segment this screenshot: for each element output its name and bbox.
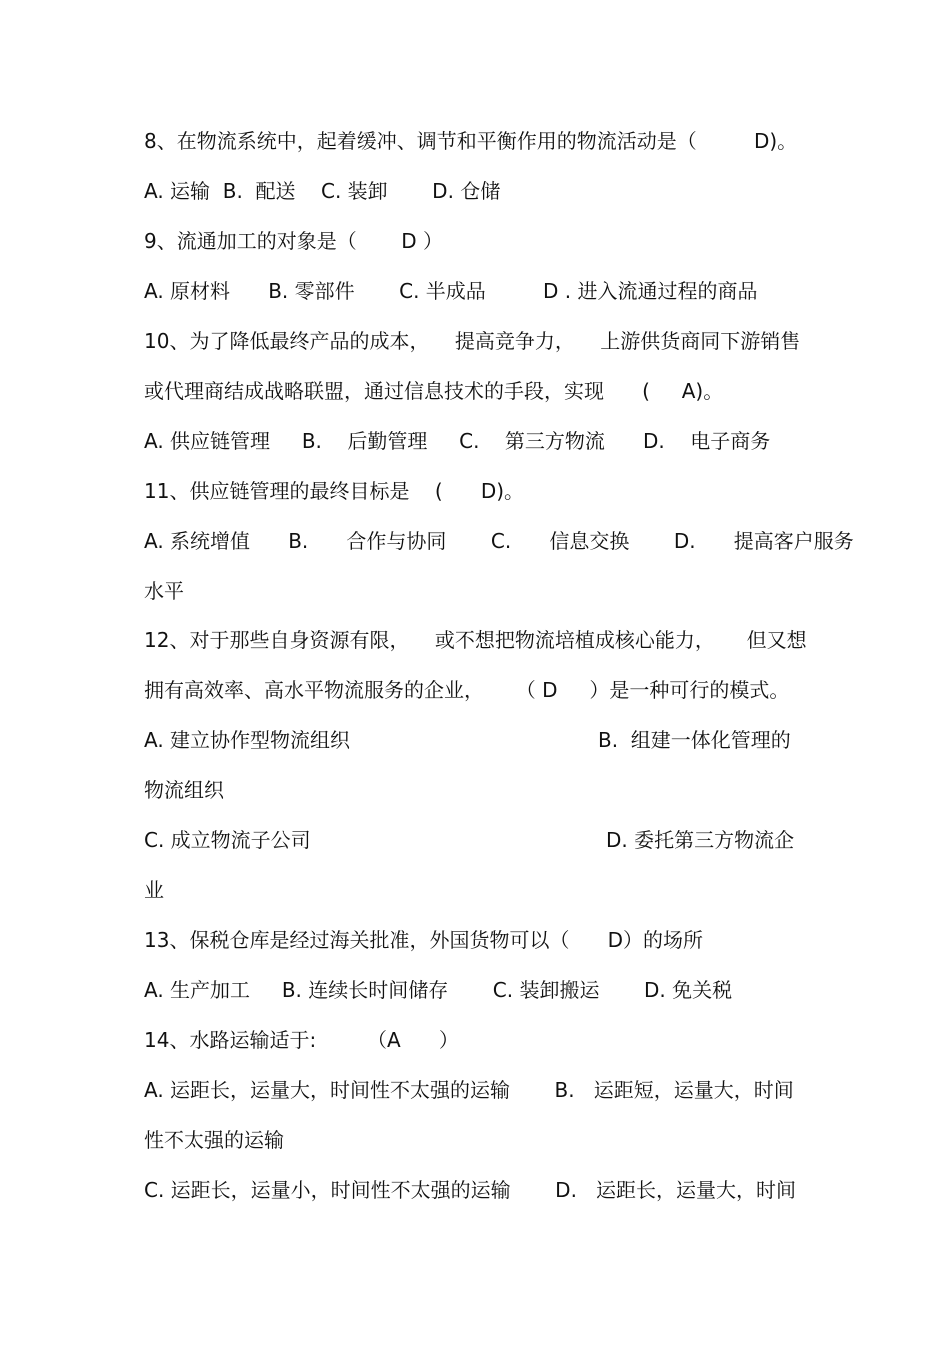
- question-14: 14、水路运输适于: （A ）: [144, 1028, 459, 1052]
- question-12-option-a: A. 建立协作型物流组织: [144, 728, 351, 752]
- question-14-options-cd: C. 运距长，运量小，时间性不太强的运输 D. 运距长，运量大，时间: [144, 1178, 797, 1202]
- question-12-line-2: 拥有高效率、高水平物流服务的企业， （ D ）是一种可行的模式。: [144, 678, 790, 702]
- question-8-options: A. 运输 B. 配送 C. 装卸 D. 仓储: [144, 179, 501, 203]
- question-10-line-2: 或代理商结成战略联盟，通过信息技术的手段，实现 ( A)。: [144, 379, 724, 403]
- question-9: 9、流通加工的对象是（ D ）: [144, 229, 443, 253]
- question-9-options: A. 原材料 B. 零部件 C. 半成品 D . 进入流通过程的商品: [144, 279, 758, 303]
- question-12-line-1: 12、对于那些自身资源有限， 或不想把物流培植成核心能力， 但又想: [144, 628, 807, 652]
- question-11-options: A. 系统增值 B. 合作与协同 C. 信息交换 D. 提高客户服务: [144, 529, 854, 553]
- question-11-options-cont: 水平: [144, 579, 184, 603]
- question-14-options-b-cont: 性不太强的运输: [144, 1128, 284, 1152]
- question-12-option-c: C. 成立物流子公司: [144, 828, 311, 852]
- question-8: 8、在物流系统中，起着缓冲、调节和平衡作用的物流活动是（ D)。: [144, 129, 798, 153]
- question-12-option-b: B. 组建一体化管理的: [598, 728, 791, 752]
- question-13: 13、保税仓库是经过海关批准，外国货物可以（ D）的场所: [144, 928, 703, 952]
- question-12-option-b-cont: 物流组织: [144, 778, 224, 802]
- question-11: 11、供应链管理的最终目标是 ( D)。: [144, 479, 525, 503]
- question-10-line-1: 10、为了降低最终产品的成本， 提高竞争力， 上游供货商同下游销售: [144, 329, 801, 353]
- question-13-options: A. 生产加工 B. 连续长时间储存 C. 装卸搬运 D. 免关税: [144, 978, 733, 1002]
- question-14-options-ab: A. 运距长，运量大，时间性不太强的运输 B. 运距短，运量大，时间: [144, 1078, 794, 1102]
- question-10-options: A. 供应链管理 B. 后勤管理 C. 第三方物流 D. 电子商务: [144, 429, 771, 453]
- question-12-option-d: D. 委托第三方物流企: [606, 828, 795, 852]
- question-12-option-d-cont: 业: [144, 878, 164, 902]
